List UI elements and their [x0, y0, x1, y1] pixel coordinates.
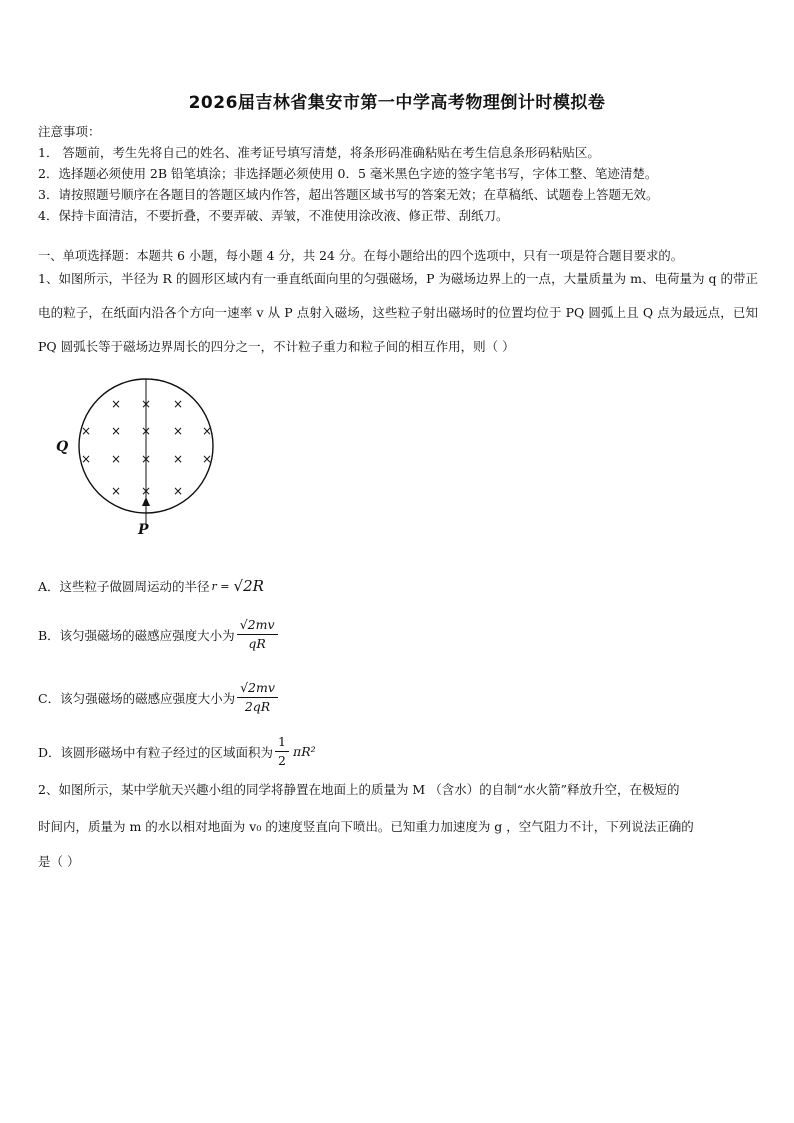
cross-mark: ×	[110, 424, 122, 438]
magnetic-field-figure	[50, 378, 230, 547]
cross-mark: ×	[201, 424, 213, 438]
option-c-numerator: √2mv	[237, 680, 278, 698]
question-2-line-3: 是（ ）	[38, 854, 80, 869]
option-d-fraction	[275, 734, 289, 769]
notice-item-2: 2．选择题必须使用 2B 铅笔填涂；非选择题必须使用 0．5 毫米黑色字迹的签字笔书写，字体工整、笔迹清楚。	[38, 166, 658, 181]
option-a-lhs: r =	[211, 579, 230, 593]
option-d	[38, 734, 316, 769]
option-a	[38, 577, 264, 595]
option-c-fraction	[237, 680, 278, 715]
option-b-denominator: qR	[248, 636, 266, 651]
cross-mark: ×	[201, 452, 213, 466]
cross-mark: ×	[172, 484, 184, 498]
question-2-line-2: 时间内，质量为 m 的水以相对地面为 v₀ 的速度竖直向下喷出。已知重力加速度为 g ，空气阻力不计，下列说法正确的	[38, 819, 694, 834]
notice-item-3: 3．请按照题号顺序在各题目的答题区域内作答，超出答题区域书写的答案无效；在草稿纸、试题卷上答题无效。	[38, 187, 659, 202]
question-1-stem: 1、如图所示，半径为 R 的圆形区域内有一垂直纸面向里的匀强磁场，P 为磁场边界上的一点，大量质量为 m、电荷量为 q 的带正电的粒子，在纸面内沿各个方向一速率 v 从 P 点射入磁场，这些粒子射出磁场时的位置均位于 PQ 圆弧上且 Q 点为最远点，已知 PQ 圆弧长等于磁场边界周长的四分之一，不计粒子重力和粒子间的相互作用，则（ ）	[38, 271, 758, 354]
label-q: Q	[56, 439, 69, 455]
option-c-denominator: 2qR	[244, 699, 271, 714]
option-d-denominator: 2	[278, 753, 286, 768]
option-c	[38, 680, 280, 715]
cross-mark: ×	[80, 452, 92, 466]
cross-mark: ×	[172, 397, 184, 411]
cross-mark: ×	[140, 484, 152, 498]
cross-mark: ×	[140, 452, 152, 466]
cross-mark: ×	[110, 397, 122, 411]
option-a-text: A．这些粒子做圆周运动的半径	[38, 579, 210, 594]
option-d-rest: πR²	[292, 744, 316, 759]
option-c-text: C．该匀强磁场的磁感应强度大小为	[38, 690, 236, 706]
label-p: P	[138, 522, 149, 538]
section-1-heading: 一、单项选择题：本题共 6 小题，每小题 4 分，共 24 分。在每小题给出的四个选项中，只有一项是符合题目要求的。	[38, 249, 683, 263]
option-b	[38, 617, 280, 652]
notice-item-1: 1． 答题前，考生先将自己的姓名、准考证号填写清楚，将条形码准确粘贴在考生信息条形码粘贴区。	[38, 145, 600, 160]
notice-item-4: 4．保持卡面清洁，不要折叠，不要弄破、弄皱，不准使用涂改液、修正带、刮纸刀。	[38, 208, 509, 223]
cross-mark: ×	[80, 424, 92, 438]
cross-mark: ×	[172, 452, 184, 466]
option-d-text: D．该圆形磁场中有粒子经过的区域面积为	[38, 744, 274, 760]
cross-mark: ×	[140, 397, 152, 411]
option-b-numerator: √2mv	[237, 617, 278, 635]
cross-mark: ×	[140, 424, 152, 438]
cross-mark: ×	[110, 484, 122, 498]
cross-mark: ×	[110, 452, 122, 466]
arrow-up-icon	[142, 497, 150, 506]
option-b-fraction	[237, 617, 278, 652]
page-title: 2026届吉林省集安市第一中学高考物理倒计时模拟卷	[188, 93, 606, 113]
option-b-text: B．该匀强磁场的磁感应强度大小为	[38, 627, 235, 643]
question-2-line-1: 2、如图所示，某中学航天兴趣小组的同学将静置在地面上的质量为 M （含水）的自制“水火箭”释放升空，在极短的	[38, 782, 680, 797]
cross-mark: ×	[172, 424, 184, 438]
option-d-numerator: 1	[275, 734, 289, 752]
notice-heading: 注意事项：	[38, 124, 101, 139]
option-a-rhs: √2R	[233, 577, 264, 595]
